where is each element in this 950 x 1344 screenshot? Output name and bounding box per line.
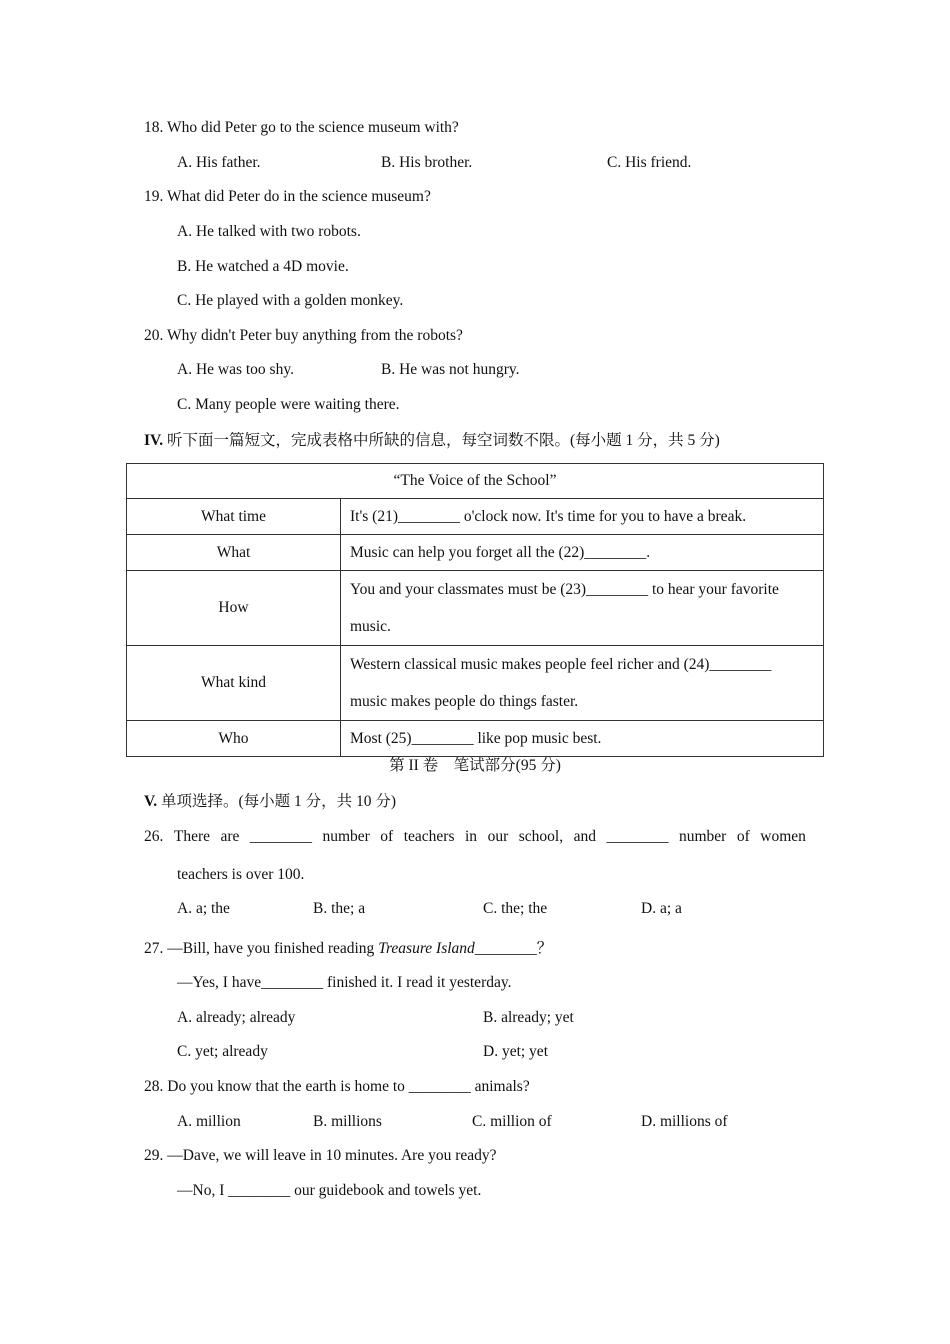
table-row: [127, 721, 824, 757]
q26-stem-line2: teachers is over 100.: [177, 866, 305, 883]
q28-option-a: A. million: [177, 1113, 241, 1130]
q26-word: school,: [518, 828, 564, 845]
q18-stem: 18. Who did Peter go to the science museum with?: [144, 119, 459, 136]
q27-reply: —Yes, I have________ finished it. I read it yesterday.: [177, 974, 512, 991]
table-row: [127, 646, 824, 721]
q19-option-c: C. He played with a golden monkey.: [177, 292, 404, 309]
q26-word: women: [760, 828, 806, 845]
row-content-24: [341, 646, 824, 721]
q28-option-c: C. million of: [472, 1113, 552, 1130]
listening-table: [126, 463, 824, 757]
q27-stem-pre: 27. —Bill, have you finished reading: [144, 940, 379, 957]
q27-option-b: B. already; yet: [483, 1009, 574, 1026]
q27-option-c: C. yet; already: [177, 1043, 268, 1060]
q26-word: teachers: [403, 828, 455, 845]
part-ii-heading: 第 II 卷 笔试部分(95 分): [389, 757, 561, 774]
q27-option-d: D. yet; yet: [483, 1043, 548, 1060]
row-content-23: [341, 571, 824, 646]
q27-book-title: Treasure Island: [378, 940, 475, 957]
q18-option-c: C. His friend.: [607, 154, 692, 171]
table-title: “The Voice of the School”: [127, 464, 824, 499]
q26-word: of: [736, 828, 750, 845]
q26-word: in: [465, 828, 478, 845]
q27-option-a: A. already; already: [177, 1009, 296, 1026]
section-iv-heading: [144, 431, 720, 451]
q20-option-c: C. Many people were waiting there.: [177, 396, 400, 413]
q19-option-a: A. He talked with two robots.: [177, 223, 361, 240]
section-v-heading: [144, 792, 396, 812]
q26-word: our: [487, 828, 509, 845]
q27-stem-post: ________？: [474, 940, 553, 957]
q18-option-b: B. His brother.: [381, 154, 473, 171]
q26-word: There: [173, 828, 211, 845]
q20-option-a: A. He was too shy.: [177, 361, 294, 378]
row-content-22: Music can help you forget all the (22)________.: [341, 535, 824, 571]
q28-option-b: B. millions: [313, 1113, 382, 1130]
q26-word: number: [322, 828, 370, 845]
q26-word: and: [573, 828, 596, 845]
q26-word: ________: [606, 828, 669, 845]
q29-stem: 29. —Dave, we will leave in 10 minutes. Are you ready?: [144, 1147, 497, 1164]
q26-word: of: [380, 828, 394, 845]
row-label-what-kind: What kind: [127, 646, 341, 721]
table-row: [127, 499, 824, 535]
q27-stem: [144, 939, 552, 959]
section-iv-number: IV.: [144, 432, 164, 449]
section-iv-instructions: 听下面一篇短文，完成表格中所缺的信息，每空词数不限。(每小题 1 分，共 5 分): [166, 432, 720, 449]
section-v-number: V.: [144, 793, 158, 810]
q20-option-b: B. He was not hungry.: [381, 361, 520, 378]
q19-stem: 19. What did Peter do in the science museum?: [144, 188, 431, 205]
q26-word: ________: [249, 828, 312, 845]
row-label-what: What: [127, 535, 341, 571]
q20-stem: 20. Why didn't Peter buy anything from the robots?: [144, 327, 463, 344]
row-content-25: Most (25)________ like pop music best.: [341, 721, 824, 757]
q26-option-c: C. the; the: [483, 900, 548, 917]
row-content-23-line1: You and your classmates must be (23)________ to hear your favorite: [350, 581, 779, 598]
row-content-21: It's (21)________ o'clock now. It's time for you to have a break.: [341, 499, 824, 535]
q19-option-b: B. He watched a 4D movie.: [177, 258, 349, 275]
row-label-how: How: [127, 571, 341, 646]
q28-option-d: D. millions of: [641, 1113, 728, 1130]
q26-stem-line1: [144, 827, 806, 847]
q26-word: 26.: [144, 828, 164, 845]
row-content-23-line2: music.: [350, 618, 391, 635]
row-label-what-time: What time: [127, 499, 341, 535]
row-content-24-line1: Western classical music makes people feel richer and (24)________: [350, 656, 772, 673]
row-content-24-line2: music makes people do things faster.: [350, 693, 579, 710]
table-row: [127, 571, 824, 646]
section-v-instructions: 单项选择。(每小题 1 分，共 10 分): [160, 793, 397, 810]
q26-word: number: [678, 828, 727, 845]
q26-option-b: B. the; a: [313, 900, 366, 917]
q18-option-a: A. His father.: [177, 154, 261, 171]
q26-option-d: D. a; a: [641, 900, 682, 917]
q28-stem: 28. Do you know that the earth is home to ________ animals?: [144, 1078, 530, 1095]
q26-option-a: A. a; the: [177, 900, 230, 917]
q29-reply: —No, I ________ our guidebook and towels yet.: [177, 1182, 482, 1199]
table-row: [127, 535, 824, 571]
q26-word: are: [220, 828, 240, 845]
row-label-who: Who: [127, 721, 341, 757]
